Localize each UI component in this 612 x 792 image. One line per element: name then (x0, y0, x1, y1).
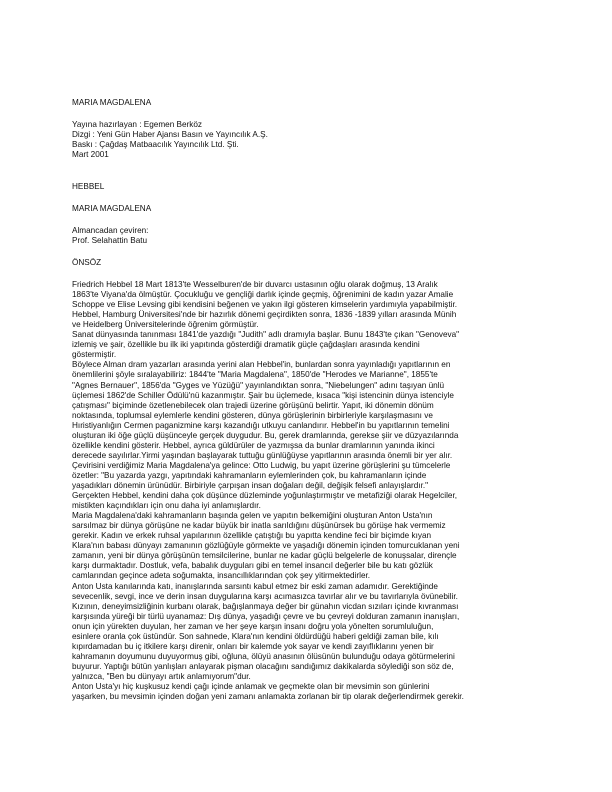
body-line: karşısında yüreği bir türlü uyanamaz: Dış dünya, yaşadığı çevre ve bu çevreyi dolduran zamanın inanışları, (72, 611, 460, 621)
body-line: Anton Usta'yı hiç kuşkusuz kendi çağı içinde anlamak ve geçmekte olan bir mevsimin son günlerini (72, 682, 430, 691)
credit-print: Baskı : Çağdaş Matbaacılık Yayıncılık Ltd. Şti. (72, 140, 239, 149)
body-line: üçlemesi 1862'de Schiller Ödülü'nü kazanmıştır. Şair bu üçlemede, kısaca "kişi istencinin dünya istenciyle (72, 390, 454, 400)
body-line: esinlere oranla çok üstündür. Son sahnede, Klara'nın kendini öldürdüğü haberi geldiği zaman bile, kılı (72, 631, 439, 641)
body-line: kahramanın doyumunu duyuyormuş gibi, oğluna, ölüyü anasının ölüsünün bulunduğu odaya götürmelerini (72, 651, 455, 661)
credit-typeset: Dizgi : Yeni Gün Haber Ajansı Basın ve Yayıncılık A.Ş. (72, 130, 268, 139)
body-line: izlemiş ve şair, özellikle bu ilk iki yapıtında gösterdiği dramatik güçle çağdaşları arasında kendini (72, 340, 420, 350)
body-line: mistikten kaçındıkları için onu daha iyi anlamışlardır. (72, 501, 261, 511)
body-line: Klara'nın babası dünyayı zamanının gözlüğüyle görmekte ve yaşadığı dönemin içinden tomurcuklanan yeni (72, 541, 460, 551)
body-line: camlarından geçince adeta soğumakta, insancıllıklarından çok şey yitirmektedirler. (72, 571, 371, 581)
author-name: HEBBEL (72, 182, 105, 191)
body-line: çatışması" biçiminde özetlenebilecek olan trajedi üzerine görüşünü belirtir. Yapıt, iki dönemin dönüm (72, 400, 434, 410)
credit-date: Mart 2001 (72, 150, 109, 159)
body-line: derecede sayılırlar.Yirmi yaşından başlayarak tuttuğu günlüğüyse yapıtlarının arasında önemli bir yer alır. (72, 450, 453, 460)
body-line: önemlilerini şöyle sıralayabiliriz: 1844'te "Maria Magdalena", 1850'de "Herodes ve Marianne", 1855'te (72, 370, 438, 380)
body-line: zamanın, yeni bir dünya görüşünün temsilcilerine, bunlar ne kadar güçlü belgelerle de konuşsalar, dirençle (72, 551, 457, 561)
body-line: Friedrich Hebbel 18 Mart 1813'te Wesselburen'de bir duvarcı ustasının oğlu olarak doğmuş, 13 Aralık (72, 280, 438, 289)
body-line: noktasında, toplumsal eylemlerle kendini gösteren, dünya görüşlerinin birbirleriyle karşılaşmasını ve (72, 410, 433, 420)
body-line: özetler: "Bu yazarda yazgı, yapıtındaki kahramanların eylemlerinden çok, bu kahramanların içinde (72, 470, 427, 480)
body-line: onun için yürekten duyulan, her zaman ve her şeye karşın insanı doğru yola yönelten sorumluluğun, (72, 621, 434, 631)
body-line: Çevirisini verdiğimiz Maria Magdalena'ya gelince: Otto Ludwig, bu yapıt üzerine görüşlerini şu tümcelerle (72, 460, 451, 470)
body-line: ve Heidelberg Üniversitelerinde öğrenim görmüştür. (72, 320, 259, 330)
book-title: MARIA MAGDALENA (72, 98, 152, 107)
body-line: Sanat dünyasında tanınması 1841'de yazdığı "Judith" adlı dramıyla başlar. Bunu 1843'te çıkan "Genoveva" (72, 330, 460, 340)
body-line: 1863'te Viyana'da ölmüştür. Çocukluğu ve gençliği darlık içinde geçmiş, öğrenimini de kadın yazar Amalie (72, 290, 454, 300)
body-line: Hıristiyanlığın Cermen paganizmine karşı kazandığı utkuyu canlandırır. Hebbel'in bu yapıtlarının temelini (72, 420, 450, 430)
body-line: Hebbel, Hamburg Üniversitesi'nde bir hazırlık dönemi geçirdikten sonra, 1836 -1839 yılları arasında Münih (72, 310, 457, 320)
body-line: Anton Usta kanılarında katı, inanışlarında sarsıntı kabul etmez bir eski zaman adamıdır. Gerektiğinde (72, 581, 438, 591)
preface-heading: ÖNSÖZ (72, 258, 102, 267)
body-line: sarsılmaz bir dünya görüşüne ne kadar büyük bir inatla sarıldığını düşünürsek bu görüşe hak vermemiz (72, 521, 446, 531)
body-line: oluşturan iki öğe güçlü düşünceyle gerçek duygudur. Bu, gerek dramlarında, gerekse şiir ve düzyazılarında (72, 430, 459, 440)
body-line: karşı durmaktadır. Dostluk, vefa, babalık duyguları gibi en temel insancıl değerler bile bu katı gözlük (72, 561, 433, 571)
body-line: buyurur. Yaptığı bütün yanlışları anlayarak pişman olacağını sandığımız dakikalarda söylediği son söz de, (72, 661, 454, 671)
body-line: Maria Magdalena'daki kahramanların başında gelen ve yapıtın belkemiğini oluşturan Anton Usta'nın (72, 511, 433, 521)
body-line: Böylece Alman dram yazarları arasında yerini alan Hebbel'in, bunlardan sonra yayınladığı yapıtlarının en (72, 360, 451, 370)
translation-label: Almancadan çeviren: (72, 226, 149, 235)
credit-editor: Yayına hazırlayan : Egemen Berköz (72, 120, 203, 129)
body-line: yalnızca, "Ben bu dünyayı artık anlamıyorum"dur. (72, 671, 251, 681)
body-line: gerekir. Kadın ve erkek ruhsal yapılarının özellikle çatıştığı bu yapıtta kendine feci bir biçimde kıyan (72, 531, 432, 541)
body-line: Kızının, deneyimsizliğinin kurbanı olarak, bağışlanmaya değer bir günahın vicdan sızıları içinde kıvranması (72, 601, 459, 611)
body-line: yaşadıkları dönemin ürünüdür. Birbiriyle çarpışan insan doğaları değil, değişik felsefi anlayışlardır." (72, 481, 429, 490)
translator-name: Prof. Selahattin Batu (72, 236, 148, 245)
body-line: Schoppe ve Elise Levsing gibi kendisini beğenen ve yakın ilgi gösteren kimselerin yardımıyla yapabilmiştir. (72, 300, 458, 310)
body-line: "Agnes Bernauer", 1856'da "Gyges ve Yüzüğü" yayınlandıktan sonra, "Niebelungen" adını taşıyan ünlü (72, 380, 445, 390)
body-line: yaşarken, bu mevsimin içinden doğan yeni zamanı anlamakta zorlanan bir tip olarak değerlendirmek gerekir. (72, 692, 464, 702)
body-line: göstermiştir. (72, 350, 117, 360)
book-title-2: MARIA MAGDALENA (72, 204, 152, 213)
body-line: özellikle kendini gösterir. Hebbel, ayrıca güldürüler de yazmışsa da bunlar dramlarının yanında ikinci (72, 440, 435, 450)
body-line: Gerçekten Hebbel, kendini daha çok düşünce düzleminde yoğunlaştırmıştır ve metafiziği olarak Hegelciler, (72, 491, 458, 501)
body-line: kıpırdamadan bu iç itkilere karşı direnir, onları bir kalemde yok sayar ve kendi zayıflıklarını yenen bir (72, 641, 434, 651)
body-line: sevecenlik, sevgi, ince ve derin insan duygularına karşı acımasızca tavırlar alır ve bu tavırlarıyla övünebilir. (72, 591, 458, 601)
